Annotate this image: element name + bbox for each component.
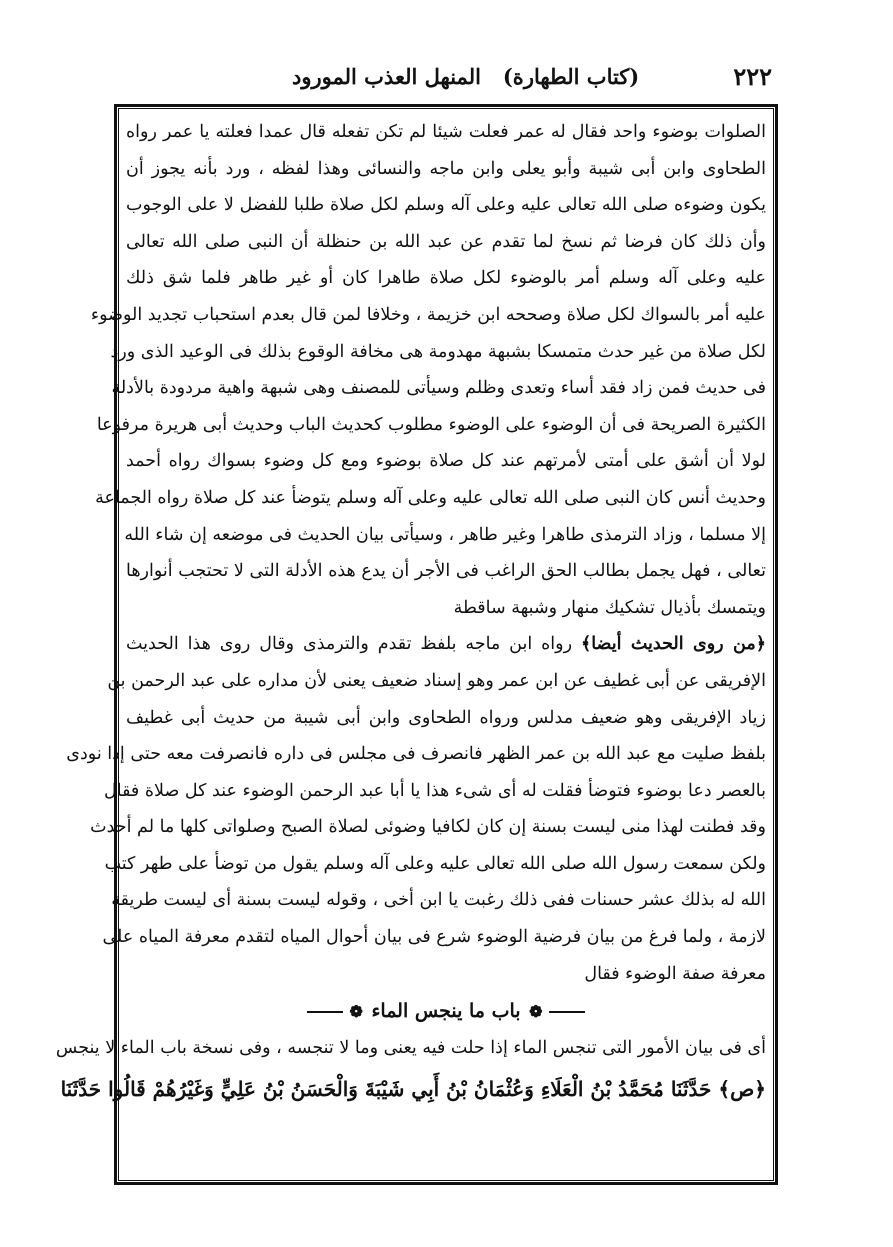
- page-number: ٢٢٢: [733, 62, 772, 91]
- hadith-line: [60, 1067, 766, 1111]
- text-line: إلا مسلما ، وزاد الترمذى طاهرا وغير طاهر ، وسيأتى بيان الحديث فى موضعه إن شاء الله: [124, 524, 766, 545]
- chapter-explanation: أى فى بيان الأمور التى تنجس الماء إذا حلت فيه يعنى وما لا تنجسه ، وفى نسخة باب الماء لا ينجس: [55, 1038, 766, 1059]
- text-line: الله له بذلك عشر حسنات ففى ذلك رغبت يا ابن أخى ، وقوله ليست بسنة أى ليست طريقة: [111, 890, 766, 911]
- ornament-icon: ❁: [529, 1002, 543, 1022]
- text-line: زياد الإفريقى وهو ضعيف مدلس ورواه الطحاوى وابن أبى شيبة من حديث أبى غطيف: [126, 707, 766, 728]
- text-line: لازمة ، ولما فرغ من بيان فرضية الوضوء شرع فى بيان أحوال المياه لتقدم معرفة المياه على: [102, 927, 766, 948]
- text-line: ولكن سمعت رسول الله صلى الله تعالى عليه وعلى آله وسلم يقول من توضأ على طهر كتب: [104, 853, 766, 874]
- text-line: وحديث أنس كان النبى صلى الله تعالى عليه وعلى آله وسلم يتوضأ عند كل صلاة رواه الجماعة: [95, 487, 766, 508]
- running-title: [292, 64, 639, 89]
- heading-rule: [307, 1011, 343, 1013]
- chapter-heading: [126, 992, 766, 1030]
- text-line: بلفظ صليت مع عبد الله بن عمر الظهر فانصرف فى مجلس فى داره فانصرفت معه حتى إذا نودى: [66, 744, 766, 765]
- text-line: يكون وضوءه صلى الله تعالى عليه وعلى آله وسلم لكل صلاة طلبا للفضل لا على الوجوب: [126, 195, 766, 216]
- text-line: لكل صلاة من غير حدث متمسكا بشبهة مهدومة هى مخافة الوقوع بذلك فى الوعيد الذى ورد: [110, 341, 766, 362]
- text-line: بالعصر دعا بوضوء فتوضأ فقلت له أى شىء هذا يا أبا عبد الرحمن الوضوء عند كل صلاة فقال: [104, 780, 766, 801]
- text-body: [55, 114, 766, 1174]
- section-label: ﴿من روى الحديث أيضا﴾: [580, 634, 766, 655]
- text-line: الإفريقى عن أبى غطيف عن ابن عمر وهو إسناد ضعيف يعنى لأن مداره على عبد الرحمن بن: [107, 670, 766, 691]
- book-title: (كتاب الطهارة): [502, 64, 640, 89]
- text-line: ويتمسك بأذيال تشكيك منهار وشبهة ساقطة: [453, 597, 766, 618]
- text-line: تعالى ، فهل يجمل بطالب الحق الراغب فى الأجر أن يدع هذه الأدلة التى لا تحتجب أنوارها: [126, 561, 766, 582]
- text-line: معرفة صفة الوضوء فقال: [584, 963, 766, 984]
- text-line: الصلوات بوضوء واحد فقال له عمر فعلت شيئا لم تكن تفعله قال عمدا فعلته يا عمر رواه: [126, 122, 766, 142]
- text-line: فى حديث فمن زاد فقد أساء وتعدى وظلم وسيأتى للمصنف وهى شبهة واهية مردودة بالأدلة: [111, 378, 766, 399]
- text-span: رواه ابن ماجه بلفظ تقدم والترمذى وقال روى هذا الحديث: [126, 634, 573, 655]
- text-line: عليه وعلى آله وسلم أمر بالوضوء لكل صلاة طاهرا كان أو غير طاهر فلما شق ذلك: [126, 268, 766, 289]
- hadith-marker: ﴿ص﴾: [718, 1076, 766, 1101]
- text-line: الطحاوى وابن أبى شيبة وأبو يعلى وابن ماجه والنسائى وهذا لفظه ، ورد بأنه يجوز أن: [126, 158, 766, 179]
- text-line: وأن ذلك كان فرضا ثم نسخ لما تقدم عن عبد الله بن حنظلة أن النبى صلى الله تعالى: [126, 231, 766, 252]
- heading-rule: [549, 1011, 585, 1013]
- ornament-icon: ❁: [349, 1002, 363, 1022]
- work-title: المنهل العذب المورود: [292, 64, 481, 89]
- text-line: الكثيرة الصريحة فى أن الوضوء على الوضوء مطلوب كحديث الباب وحديث أبى هريرة مرفوعا: [96, 414, 766, 435]
- page-header: [112, 62, 772, 96]
- text-line: عليه أمر بالسواك لكل صلاة وصححه ابن خزيمة ، وخلافا لمن قال بعدم استحباب تجديد الوضوء: [90, 304, 766, 325]
- text-line: لولا أن أشق على أمتى لأمرتهم عند كل صلاة بوضوء ومع كل وضوء بسواك رواه أحمد: [126, 451, 766, 472]
- text-line: وقد فطنت لهذا منى ليست بسنة إن كان لكافيا وضوئى لصلاة الصبح وصلواتى كلها ما لم أحدث: [90, 817, 766, 838]
- chapter-title: باب ما ينجس الماء: [371, 1000, 521, 1023]
- hadith-text: حَدَّثَنَا مُحَمَّدُ بْنُ الْعَلَاءِ وَعُثْمَانُ بْنُ أَبِي شَيْبَةَ وَالْحَسَنُ بْنُ عَلِيٍّ وَغَيْرُهُمْ قَالُوا حَدَّثَنَا: [60, 1076, 712, 1101]
- section-line: [126, 626, 766, 663]
